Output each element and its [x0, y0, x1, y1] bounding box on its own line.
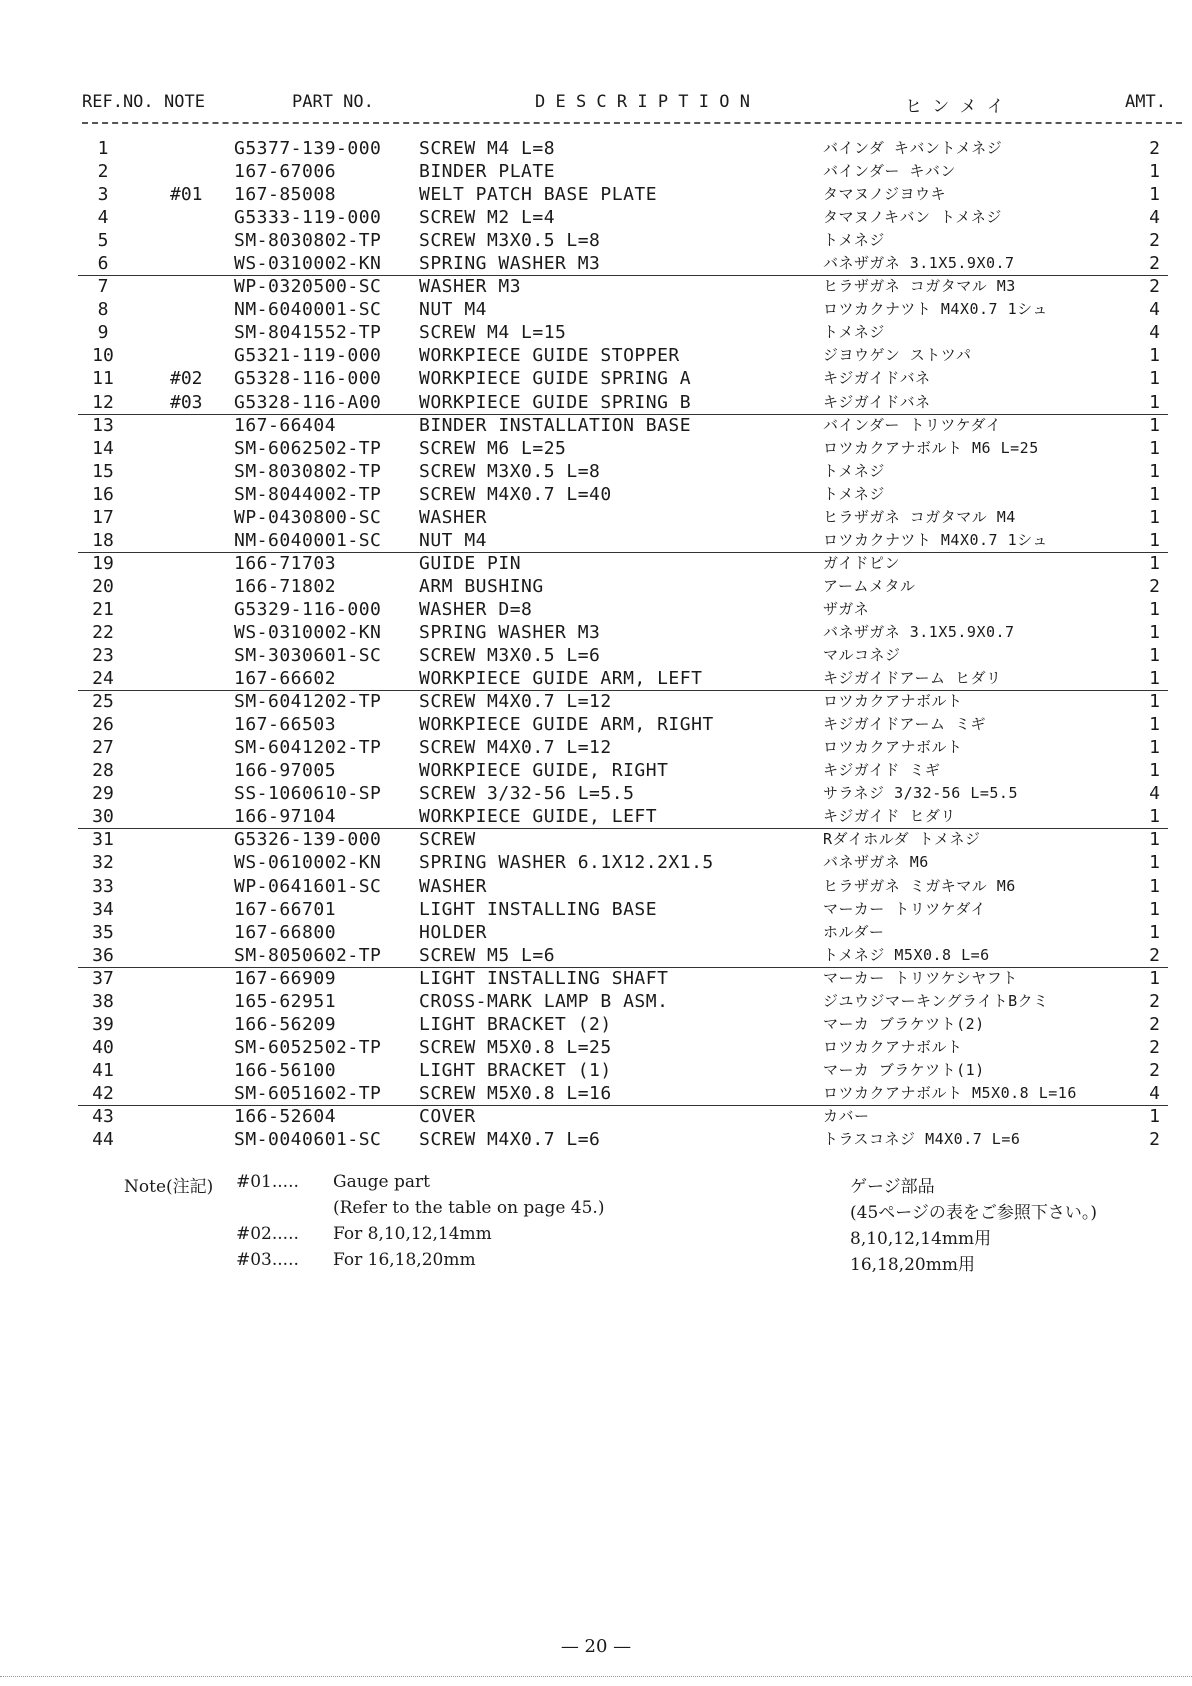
ref-no-cell: 35: [92, 921, 114, 943]
amount-cell: 4: [1149, 322, 1160, 344]
part-no-cell: 167-66800: [234, 921, 337, 943]
amount-cell: 1: [1149, 691, 1160, 713]
note-jp: 16,18,20mm用: [850, 1255, 975, 1275]
table-row: [0, 460, 1192, 483]
amount-cell: 1: [1149, 760, 1160, 782]
amount-cell: 4: [1149, 207, 1160, 229]
table-row: [0, 552, 1192, 575]
kana-name-cell: バネザガネ 3.1X5.9X0.7: [823, 254, 1015, 273]
part-no-cell: SM-8044002-TP: [234, 483, 382, 505]
ref-no-cell: 19: [92, 552, 114, 574]
parts-table: [0, 137, 1192, 1151]
description-cell: BINDER INSTALLATION BASE: [419, 414, 692, 436]
amount-cell: 4: [1149, 1082, 1160, 1104]
part-no-cell: 166-71703: [234, 552, 337, 574]
note-code: #01.....: [236, 1172, 299, 1192]
header-amt: AMT.: [1125, 92, 1166, 112]
table-row: [0, 483, 1192, 506]
description-cell: SPRING WASHER 6.1X12.2X1.5: [419, 852, 714, 874]
kana-name-cell: トメネジ: [823, 231, 885, 250]
table-row: [0, 667, 1192, 690]
part-no-cell: SM-8030802-TP: [234, 460, 382, 482]
table-row: [0, 921, 1192, 944]
amount-cell: 2: [1149, 276, 1160, 298]
amount-cell: 2: [1149, 1036, 1160, 1058]
ref-no-cell: 16: [92, 483, 114, 505]
amount-cell: 2: [1149, 1059, 1160, 1081]
amount-cell: 1: [1149, 1105, 1160, 1127]
amount-cell: 1: [1149, 345, 1160, 367]
kana-name-cell: タマヌノジヨウキ: [823, 185, 946, 204]
part-no-cell: G5329-116-000: [234, 598, 382, 620]
part-no-cell: SM-6052502-TP: [234, 1036, 382, 1058]
ref-no-cell: 43: [92, 1105, 114, 1127]
part-no-cell: SM-6041202-TP: [234, 691, 382, 713]
table-row: [0, 967, 1192, 990]
amount-cell: 1: [1149, 368, 1160, 390]
header-description: D E S C R I P T I O N: [535, 92, 750, 112]
kana-name-cell: バネザガネ M6: [823, 853, 929, 872]
description-cell: SCREW M2 L=4: [419, 207, 556, 229]
kana-name-cell: キジガイドアーム ミギ: [823, 715, 987, 734]
description-cell: WORKPIECE GUIDE, RIGHT: [419, 760, 669, 782]
amount-cell: 1: [1149, 898, 1160, 920]
ref-no-cell: 28: [92, 760, 114, 782]
description-cell: LIGHT INSTALLING BASE: [419, 898, 658, 920]
part-no-cell: SM-3030601-SC: [234, 645, 382, 667]
part-no-cell: G5328-116-000: [234, 368, 382, 390]
ref-no-cell: 8: [97, 299, 109, 321]
description-cell: BINDER PLATE: [419, 161, 556, 183]
notes-section: [0, 1172, 1192, 1276]
kana-name-cell: バインダー キバン: [823, 162, 956, 181]
description-cell: WASHER M3: [419, 276, 522, 298]
ref-no-cell: 1: [97, 138, 109, 159]
table-row: [0, 805, 1192, 828]
amount-cell: 1: [1149, 184, 1160, 206]
amount-cell: 1: [1149, 161, 1160, 183]
table-row: [0, 621, 1192, 644]
ref-no-cell: 42: [92, 1082, 114, 1104]
amount-cell: 1: [1149, 483, 1160, 505]
description-cell: SCREW M4 L=8: [419, 138, 556, 159]
kana-name-cell: トメネジ: [823, 484, 885, 503]
part-no-cell: G5333-119-000: [234, 207, 382, 229]
table-row: [0, 229, 1192, 252]
amount-cell: 2: [1149, 575, 1160, 597]
description-cell: WORKPIECE GUIDE ARM, RIGHT: [419, 714, 714, 736]
kana-name-cell: キジガイド ヒダリ: [823, 807, 956, 826]
table-row: [0, 275, 1192, 298]
note-cell: #03: [170, 391, 203, 413]
table-row: [0, 1036, 1192, 1059]
amount-cell: 2: [1149, 1013, 1160, 1035]
kana-name-cell: マルコネジ: [823, 646, 901, 665]
amount-cell: 2: [1149, 253, 1160, 275]
kana-name-cell: キジガイドバネ: [823, 369, 931, 388]
description-cell: WASHER D=8: [419, 598, 533, 620]
ref-no-cell: 41: [92, 1059, 114, 1081]
ref-no-cell: 44: [92, 1129, 114, 1151]
part-no-cell: 167-67006: [234, 161, 337, 183]
ref-no-cell: 39: [92, 1013, 114, 1035]
page-number: — 20 —: [560, 1636, 632, 1657]
amount-cell: 1: [1149, 829, 1160, 851]
description-cell: SCREW M4 L=15: [419, 322, 567, 344]
amount-cell: 1: [1149, 921, 1160, 943]
ref-no-cell: 26: [92, 714, 114, 736]
part-no-cell: 167-66602: [234, 668, 337, 690]
amount-cell: 1: [1149, 552, 1160, 574]
table-row: [0, 713, 1192, 736]
amount-cell: 1: [1149, 967, 1160, 989]
kana-name-cell: サラネジ 3/32-56 L=5.5: [823, 784, 1018, 803]
kana-name-cell: アームメタル: [823, 576, 916, 595]
part-no-cell: 166-71802: [234, 575, 337, 597]
kana-name-cell: Rダイホルダ トメネジ: [823, 830, 981, 849]
part-no-cell: SM-8041552-TP: [234, 322, 382, 344]
ref-no-cell: 33: [92, 875, 114, 897]
description-cell: LIGHT INSTALLING SHAFT: [419, 967, 669, 989]
part-no-cell: WP-0430800-SC: [234, 506, 382, 528]
amount-cell: 1: [1149, 391, 1160, 413]
part-no-cell: G5328-116-A00: [234, 391, 382, 413]
part-no-cell: 166-97104: [234, 806, 337, 828]
ref-no-cell: 9: [97, 322, 109, 344]
amount-cell: 2: [1149, 230, 1160, 252]
kana-name-cell: カバー: [823, 1106, 870, 1125]
amount-cell: 1: [1149, 645, 1160, 667]
part-no-cell: SM-6062502-TP: [234, 437, 382, 459]
ref-no-cell: 17: [92, 506, 114, 528]
note-en: (Refer to the table on page 45.): [333, 1198, 605, 1218]
part-no-cell: 167-85008: [234, 184, 337, 206]
part-no-cell: SM-6041202-TP: [234, 737, 382, 759]
kana-name-cell: ロツカクアナボルト: [823, 1037, 963, 1056]
description-cell: WORKPIECE GUIDE SPRING A: [419, 368, 692, 390]
kana-name-cell: ヒラザガネ ミガキマル M6: [823, 876, 1016, 895]
table-row: [0, 690, 1192, 713]
kana-name-cell: キジガイドアーム ヒダリ: [823, 669, 1002, 688]
table-row: [0, 1059, 1192, 1082]
kana-name-cell: ロツカクナツト M4X0.7 1シュ: [823, 530, 1048, 549]
table-row: [0, 506, 1192, 529]
description-cell: SCREW M4X0.7 L=12: [419, 691, 612, 713]
description-cell: SCREW M3X0.5 L=8: [419, 460, 601, 482]
description-cell: SCREW 3/32-56 L=5.5: [419, 783, 635, 805]
table-row: [0, 736, 1192, 759]
kana-name-cell: キジガイドバネ: [823, 392, 931, 411]
kana-name-cell: トメネジ: [823, 461, 885, 480]
amount-cell: 1: [1149, 621, 1160, 643]
ref-no-cell: 30: [92, 806, 114, 828]
ref-no-cell: 7: [97, 276, 109, 298]
table-row: [0, 898, 1192, 921]
header-rule: [82, 122, 1182, 124]
table-row: [0, 1013, 1192, 1036]
kana-name-cell: トラスコネジ M4X0.7 L=6: [823, 1130, 1021, 1149]
header-part-no: PART NO.: [292, 92, 374, 112]
header-note: NOTE: [164, 92, 205, 112]
description-cell: GUIDE PIN: [419, 552, 522, 574]
description-cell: WASHER: [419, 875, 488, 897]
part-no-cell: 165-62951: [234, 990, 337, 1012]
table-row: [0, 828, 1192, 851]
ref-no-cell: 5: [97, 230, 109, 252]
amount-cell: 4: [1149, 299, 1160, 321]
amount-cell: 2: [1149, 944, 1160, 966]
table-row: [0, 575, 1192, 598]
table-row: [0, 529, 1192, 552]
description-cell: NUT M4: [419, 529, 488, 551]
description-cell: SCREW M5 L=6: [419, 944, 556, 966]
table-row: [0, 206, 1192, 229]
note-code: #02.....: [236, 1224, 299, 1244]
part-no-cell: WS-0610002-KN: [234, 852, 382, 874]
part-no-cell: WP-0641601-SC: [234, 875, 382, 897]
note-cell: #02: [170, 368, 203, 390]
ref-no-cell: 11: [92, 368, 114, 390]
note-jp: ゲージ部品: [850, 1177, 935, 1197]
table-header: [0, 92, 1192, 116]
amount-cell: 1: [1149, 737, 1160, 759]
amount-cell: 1: [1149, 414, 1160, 436]
note-cell: #01: [170, 184, 203, 206]
kana-name-cell: マーカ ブラケツト(1): [823, 1060, 985, 1079]
ref-no-cell: 25: [92, 691, 114, 713]
table-row: [0, 990, 1192, 1013]
table-row: [0, 321, 1192, 344]
part-no-cell: 166-97005: [234, 760, 337, 782]
amount-cell: 1: [1149, 460, 1160, 482]
description-cell: ARM BUSHING: [419, 575, 544, 597]
kana-name-cell: ロツカクアナボルト M6 L=25: [823, 438, 1039, 457]
table-row: [0, 437, 1192, 460]
part-no-cell: 166-56100: [234, 1059, 337, 1081]
table-row: [0, 183, 1192, 206]
note-en: For 8,10,12,14mm: [333, 1224, 492, 1244]
description-cell: SCREW M4X0.7 L=6: [419, 1129, 601, 1151]
description-cell: WORKPIECE GUIDE STOPPER: [419, 345, 680, 367]
table-row: [0, 759, 1192, 782]
amount-cell: 1: [1149, 714, 1160, 736]
header-ref-no: REF.NO.: [82, 92, 154, 112]
ref-no-cell: 4: [97, 207, 109, 229]
description-cell: SCREW M3X0.5 L=6: [419, 645, 601, 667]
ref-no-cell: 6: [97, 253, 109, 275]
ref-no-cell: 23: [92, 645, 114, 667]
kana-name-cell: マーカー トリツケシヤフト: [823, 968, 1018, 987]
description-cell: CROSS-MARK LAMP B ASM.: [419, 990, 669, 1012]
description-cell: SCREW M4X0.7 L=12: [419, 737, 612, 759]
table-row: [0, 367, 1192, 390]
amount-cell: 1: [1149, 506, 1160, 528]
part-no-cell: NM-6040001-SC: [234, 529, 382, 551]
ref-no-cell: 27: [92, 737, 114, 759]
ref-no-cell: 29: [92, 783, 114, 805]
table-row: [0, 782, 1192, 805]
scan-edge-line: [0, 1676, 1192, 1677]
header-kana: ヒ ン メ イ: [905, 97, 1004, 117]
amount-cell: 1: [1149, 437, 1160, 459]
part-no-cell: G5377-139-000: [234, 138, 382, 159]
description-cell: SCREW M5X0.8 L=25: [419, 1036, 612, 1058]
description-cell: COVER: [419, 1105, 476, 1127]
description-cell: LIGHT BRACKET (1): [419, 1059, 612, 1081]
part-no-cell: 167-66701: [234, 898, 337, 920]
part-no-cell: G5326-139-000: [234, 829, 382, 851]
kana-name-cell: マーカ ブラケツト(2): [823, 1014, 985, 1033]
ref-no-cell: 24: [92, 668, 114, 690]
ref-no-cell: 40: [92, 1036, 114, 1058]
part-no-cell: 167-66503: [234, 714, 337, 736]
ref-no-cell: 34: [92, 898, 114, 920]
kana-name-cell: ホルダー: [823, 922, 885, 941]
notes-label: Note(注記): [124, 1177, 214, 1197]
description-cell: WELT PATCH BASE PLATE: [419, 184, 658, 206]
ref-no-cell: 36: [92, 944, 114, 966]
ref-no-cell: 32: [92, 852, 114, 874]
ref-no-cell: 22: [92, 621, 114, 643]
ref-no-cell: 14: [92, 437, 114, 459]
ref-no-cell: 10: [92, 345, 114, 367]
table-row: [0, 875, 1192, 898]
table-row: [0, 252, 1192, 275]
ref-no-cell: 2: [97, 161, 109, 183]
part-no-cell: SM-8030802-TP: [234, 230, 382, 252]
kana-name-cell: ガイドピン: [823, 553, 901, 572]
ref-no-cell: 38: [92, 990, 114, 1012]
ref-no-cell: 12: [92, 391, 114, 413]
kana-name-cell: トメネジ: [823, 323, 885, 342]
description-cell: SPRING WASHER M3: [419, 253, 601, 275]
kana-name-cell: ジヨウゲン ストツパ: [823, 346, 972, 365]
kana-name-cell: ロツカクアナボルト M5X0.8 L=16: [823, 1083, 1077, 1102]
amount-cell: 1: [1149, 598, 1160, 620]
part-no-cell: 166-56209: [234, 1013, 337, 1035]
description-cell: LIGHT BRACKET (2): [419, 1013, 612, 1035]
description-cell: SCREW M4X0.7 L=40: [419, 483, 612, 505]
part-no-cell: WP-0320500-SC: [234, 276, 382, 298]
amount-cell: 4: [1149, 783, 1160, 805]
kana-name-cell: ヒラザガネ コガタマル M4: [823, 507, 1016, 526]
ref-no-cell: 31: [92, 829, 114, 851]
note-en: Gauge part: [333, 1172, 430, 1192]
part-no-cell: 167-66404: [234, 414, 337, 436]
description-cell: SCREW M3X0.5 L=8: [419, 230, 601, 252]
table-row: [0, 344, 1192, 367]
part-no-cell: 166-52604: [234, 1105, 337, 1127]
table-row: [0, 298, 1192, 321]
table-row: [0, 598, 1192, 621]
amount-cell: 2: [1149, 138, 1160, 159]
kana-name-cell: ロツカクアナボルト: [823, 692, 963, 711]
note-jp: 8,10,12,14mm用: [850, 1229, 992, 1249]
table-row: [0, 160, 1192, 183]
table-row: [0, 137, 1192, 160]
table-row: [0, 1082, 1192, 1105]
description-cell: SPRING WASHER M3: [419, 621, 601, 643]
ref-no-cell: 20: [92, 575, 114, 597]
ref-no-cell: 13: [92, 414, 114, 436]
note-code: #03.....: [236, 1250, 299, 1270]
part-no-cell: G5321-119-000: [234, 345, 382, 367]
ref-no-cell: 15: [92, 460, 114, 482]
part-no-cell: WS-0310002-KN: [234, 621, 382, 643]
description-cell: WORKPIECE GUIDE, LEFT: [419, 806, 658, 828]
part-no-cell: NM-6040001-SC: [234, 299, 382, 321]
kana-name-cell: バインダ キバントメネジ: [823, 139, 1003, 157]
table-row: [0, 851, 1192, 874]
description-cell: WORKPIECE GUIDE SPRING B: [419, 391, 692, 413]
table-row: [0, 644, 1192, 667]
kana-name-cell: キジガイド ミギ: [823, 761, 941, 780]
kana-name-cell: バネザガネ 3.1X5.9X0.7: [823, 622, 1015, 641]
kana-name-cell: ヒラザガネ コガタマル M3: [823, 277, 1016, 296]
ref-no-cell: 37: [92, 967, 114, 989]
note-jp: (45ページの表をご参照下さい。): [850, 1203, 1098, 1223]
amount-cell: 2: [1149, 990, 1160, 1012]
table-row: [0, 944, 1192, 967]
part-no-cell: SM-0040601-SC: [234, 1129, 382, 1151]
kana-name-cell: マーカー トリツケダイ: [823, 899, 987, 918]
kana-name-cell: バインダー トリツケダイ: [823, 415, 1002, 434]
kana-name-cell: ジユウジマーキングライトBクミ: [823, 991, 1049, 1010]
table-row: [0, 414, 1192, 437]
part-no-cell: 167-66909: [234, 967, 337, 989]
ref-no-cell: 18: [92, 529, 114, 551]
description-cell: SCREW: [419, 829, 476, 851]
amount-cell: 1: [1149, 852, 1160, 874]
kana-name-cell: トメネジ M5X0.8 L=6: [823, 945, 990, 964]
amount-cell: 1: [1149, 668, 1160, 690]
kana-name-cell: ザガネ: [823, 599, 870, 618]
part-no-cell: SM-8050602-TP: [234, 944, 382, 966]
description-cell: SCREW M6 L=25: [419, 437, 567, 459]
amount-cell: 1: [1149, 875, 1160, 897]
amount-cell: 1: [1149, 529, 1160, 551]
ref-no-cell: 21: [92, 598, 114, 620]
table-row: [0, 1128, 1192, 1151]
part-no-cell: WS-0310002-KN: [234, 253, 382, 275]
part-no-cell: SS-1060610-SP: [234, 783, 382, 805]
kana-name-cell: ロツカクナツト M4X0.7 1シュ: [823, 300, 1048, 319]
description-cell: WASHER: [419, 506, 488, 528]
note-en: For 16,18,20mm: [333, 1250, 476, 1270]
table-row: [0, 1105, 1192, 1128]
amount-cell: 1: [1149, 806, 1160, 828]
description-cell: WORKPIECE GUIDE ARM, LEFT: [419, 668, 703, 690]
description-cell: SCREW M5X0.8 L=16: [419, 1082, 612, 1104]
table-row: [0, 391, 1192, 414]
ref-no-cell: 3: [97, 184, 109, 206]
part-no-cell: SM-6051602-TP: [234, 1082, 382, 1104]
kana-name-cell: タマヌノキバン トメネジ: [823, 208, 1002, 227]
amount-cell: 2: [1149, 1129, 1160, 1151]
description-cell: NUT M4: [419, 299, 488, 321]
description-cell: HOLDER: [419, 921, 488, 943]
kana-name-cell: ロツカクアナボルト: [823, 738, 963, 757]
